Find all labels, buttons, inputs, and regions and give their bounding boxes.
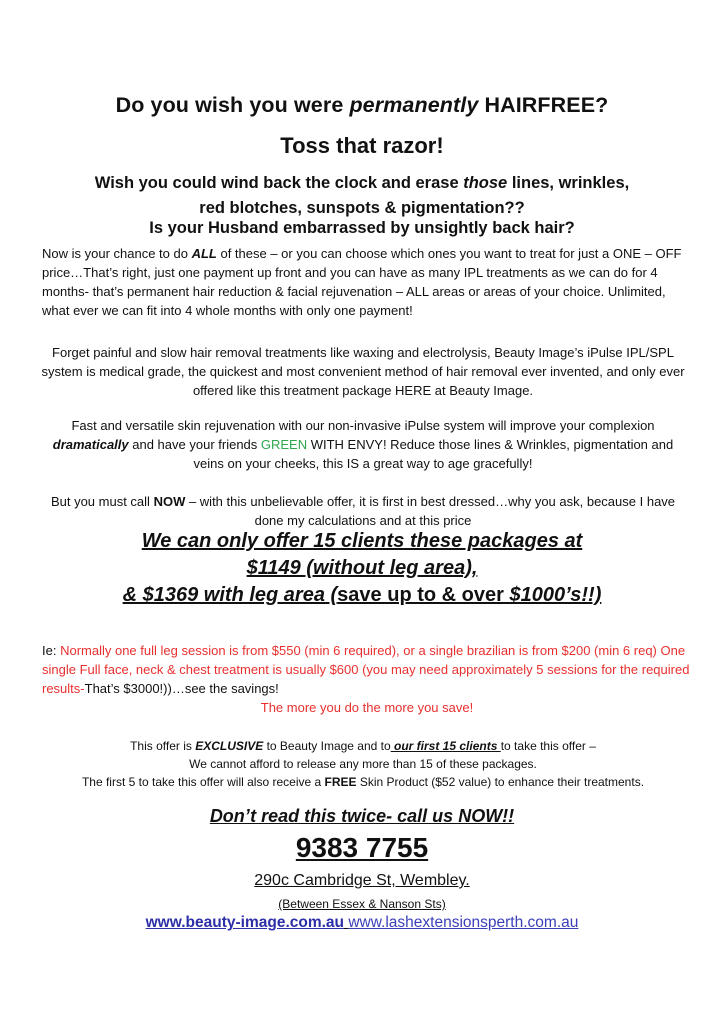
- offer-savings-amount: $1000’s!!): [509, 584, 602, 606]
- paragraph-text: Now is your chance to do: [42, 246, 192, 261]
- exclusive-text: This offer is: [130, 739, 196, 753]
- paragraph-text: – with this unbelievable offer, it is first in best dressed…why you ask, because I have done my calculations and at this price: [185, 494, 676, 528]
- exclusive-text: to take this offer –: [500, 739, 596, 753]
- headline-text: lines, wrinkles,: [507, 174, 630, 192]
- savings-red-text: Normally one full leg session is from $550 (min 6 required), or a single brazilian is from $200 (min 6 req) One single Full face, neck & chest treatment is usually $600 (you may need approximately 5 sessions for the required results-: [42, 643, 690, 696]
- paragraph-text: WITH ENVY! Reduce those lines & Wrinkles, pigmentation and veins on your cheeks, this IS a great way to age gracefully!: [193, 437, 674, 471]
- headline-emphasis: permanently: [349, 93, 479, 117]
- offer-pricing: [0, 528, 724, 609]
- offer-line: We can only offer 15 clients these packages at: [141, 530, 583, 552]
- paragraph-offer-intro: [42, 244, 692, 320]
- headline-emphasis: those: [463, 174, 508, 192]
- paragraph-text: of these – or you can choose which ones you want to treat for just a ONE – OFF price…That’s right, just one payment up front and you can have as many IPL treatments as we can do for 4 months- that’s permanent hair reduction & facial rejuvenation – ALL areas or areas of your choice. Unlimited, what ever we can fit into 4 whole months with only one payment!: [42, 246, 682, 318]
- call-to-action: Don’t read this twice- call us NOW!!: [209, 806, 515, 826]
- exclusive-text: The first 5 to take this offer will also receive a: [81, 775, 325, 789]
- link-lash-extensions[interactable]: www.lashextensionsperth.com.au: [348, 914, 579, 931]
- savings-prefix: Ie: [42, 643, 53, 658]
- offer-price-without-leg: $1149 (without leg area),: [246, 557, 478, 579]
- address-between-streets: (Between Essex & Nanson Sts): [278, 897, 446, 911]
- paragraph-text: and have your friends: [128, 437, 261, 452]
- paragraph-text: But you must call: [50, 494, 154, 509]
- savings-black-text: That’s $3000!))…see the savings!: [84, 681, 279, 696]
- exclusive-line2: We cannot afford to release any more than 15 of these packages.: [189, 757, 537, 771]
- offer-price-with-leg: & $1369 with leg area (: [122, 584, 338, 606]
- paragraph-emphasis: ALL: [191, 246, 217, 261]
- headline-back-hair: Is your Husband embarrassed by unsightly back hair?: [149, 219, 575, 237]
- headline-text: HAIRFREE?: [478, 93, 609, 117]
- headline-hairfree: [0, 93, 724, 118]
- paragraph-emphasis: dramatically: [52, 437, 129, 452]
- paragraph-call-now: [38, 492, 688, 530]
- green-word: GREEN: [260, 437, 308, 452]
- offer-savings-text: save up to & over: [337, 584, 510, 606]
- exclusive-free: FREE: [324, 775, 357, 789]
- exclusive-underlined: our first 15 clients: [390, 739, 501, 753]
- headline-text: red blotches, sunspots & pigmentation??: [199, 199, 525, 217]
- address: 290c Cambridge St, Wembley.: [254, 872, 470, 889]
- headline-wind-back-clock: [0, 171, 724, 221]
- savings-more-slogan: The more you do the more you save!: [260, 700, 474, 715]
- exclusive-text: to Beauty Image and to: [263, 739, 391, 753]
- link-beauty-image[interactable]: www.beauty-image.com.au: [145, 914, 345, 931]
- phone-number[interactable]: 9383 7755: [295, 832, 429, 863]
- headline-text: Wish you could wind back the clock and erase: [94, 174, 464, 192]
- headline-text: Do you wish you were: [115, 93, 350, 117]
- headline-toss-razor: Toss that razor!: [280, 133, 444, 158]
- savings-colon: :: [52, 643, 61, 658]
- website-links: [0, 914, 724, 932]
- paragraph-text: Fast and versatile skin rejuvenation with our non-invasive iPulse system will improve your complexion: [71, 418, 655, 433]
- exclusive-emphasis: EXCLUSIVE: [195, 739, 264, 753]
- paragraph-strong: NOW: [153, 494, 186, 509]
- paragraph-exclusive-offer: [38, 737, 688, 791]
- exclusive-text: Skin Product ($52 value) to enhance their treatments.: [356, 775, 645, 789]
- paragraph-hair-removal: Forget painful and slow hair removal treatments like waxing and electrolysis, Beauty Image’s iPulse IPL/SPL system is medical grade, the quickest and most convenient method of hair removal ever invented, and only ever offered like this treatment package HERE at Beauty Image.: [41, 345, 685, 398]
- paragraph-skin-rejuvenation: [38, 416, 688, 473]
- paragraph-savings-example: [42, 641, 692, 717]
